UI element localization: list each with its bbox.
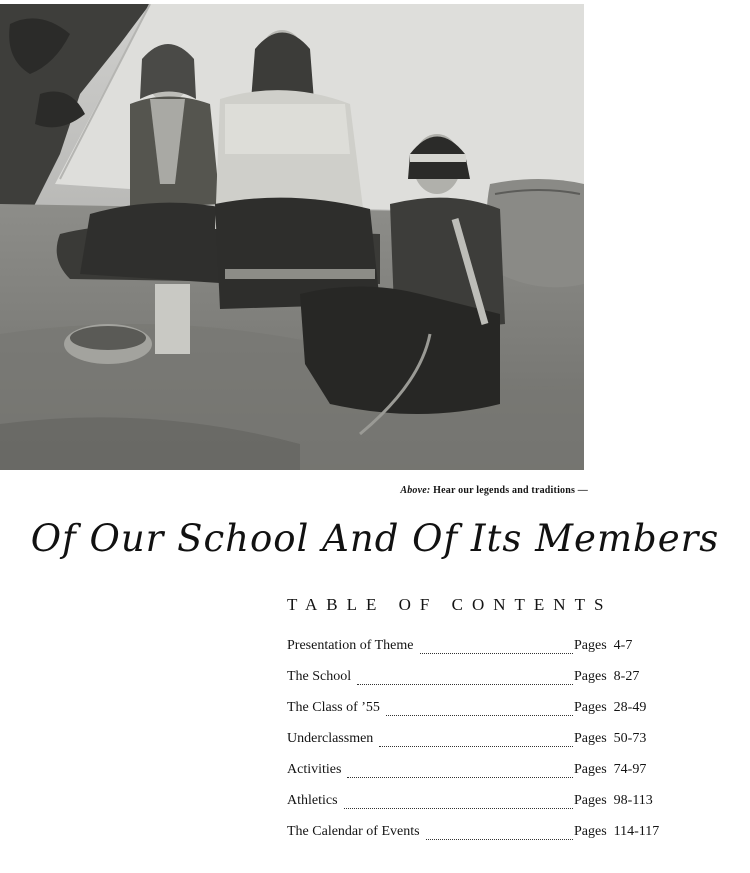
toc-heading: TABLE OF CONTENTS <box>287 595 613 614</box>
table-of-contents <box>287 595 687 855</box>
toc-entry-pages: Pages 8-27 <box>574 669 640 684</box>
toc-leader-dots <box>386 715 573 716</box>
toc-leader-dots <box>426 839 573 840</box>
toc-entry-pages: Pages 74-97 <box>574 762 647 777</box>
toc-entry-pages: Pages 50-73 <box>574 731 647 746</box>
toc-entry <box>287 731 687 762</box>
toc-entry <box>287 793 687 824</box>
toc-entry <box>287 824 687 855</box>
toc-entry-pages: Pages 98-113 <box>574 793 653 808</box>
toc-entry <box>287 700 687 731</box>
page-headline: Of Our School And Of Its Members <box>30 517 720 560</box>
caption-lead: Above: <box>400 485 431 496</box>
toc-entry-pages: Pages 4-7 <box>574 638 633 653</box>
toc-entry-title: Athletics <box>287 793 338 808</box>
toc-entry-pages: Pages 28-49 <box>574 700 647 715</box>
caption-text: Hear our legends and traditions — <box>433 485 588 496</box>
photograph-illustration <box>0 4 584 470</box>
toc-leader-dots <box>357 684 573 685</box>
toc-leader-dots <box>420 653 574 654</box>
toc-entry-title: The School <box>287 669 352 684</box>
photo-caption <box>400 485 588 496</box>
toc-entry <box>287 762 687 793</box>
toc-leader-dots <box>347 777 573 778</box>
toc-leader-dots <box>344 808 573 809</box>
photograph <box>0 4 584 470</box>
toc-entry-title: The Class of ’55 <box>287 700 380 715</box>
toc-entry-title: Underclassmen <box>287 731 374 746</box>
toc-entry <box>287 669 687 700</box>
toc-leader-dots <box>379 746 573 747</box>
toc-entry-title: The Calendar of Events <box>287 824 420 839</box>
toc-entry-title: Activities <box>287 762 342 777</box>
toc-list <box>287 638 687 855</box>
toc-entry-pages: Pages 114-117 <box>574 824 660 839</box>
toc-entry-title: Presentation of Theme <box>287 638 414 653</box>
toc-entry <box>287 638 687 669</box>
